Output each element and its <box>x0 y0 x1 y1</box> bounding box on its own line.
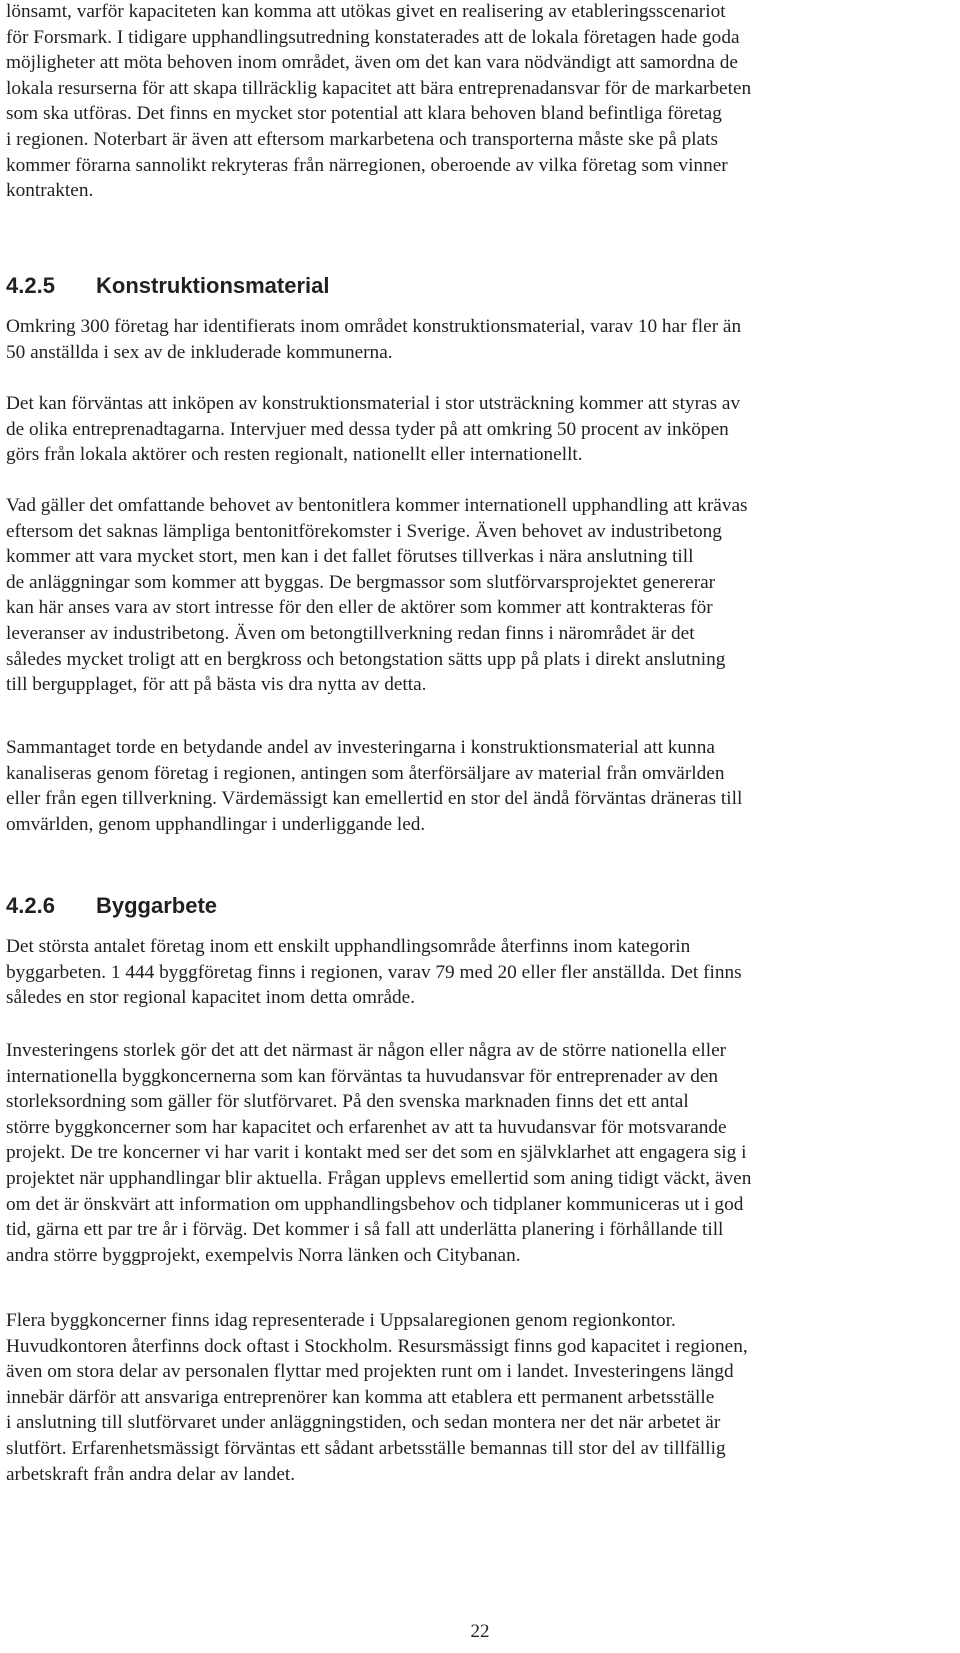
text-line: projektet när upphandlingar blir aktuella. Frågan upplevs emellertid som aning tidigt väckt, även <box>6 1167 752 1189</box>
text-line: projekt. De tre koncerner vi har varit i kontakt med ser det som en självklarhet att engagera sig i <box>6 1142 747 1164</box>
text-line: möjligheter att möta behoven inom området, även om det kan vara nödvändigt att samordna de <box>6 52 738 74</box>
text-line: Omkring 300 företag har identifierats inom området konstruktionsmaterial, varav 10 har fler än <box>6 316 742 337</box>
text-line: Vad gäller det omfattande behovet av bentonitlera kommer internationell upphandling att krävas <box>6 495 748 516</box>
text-line: eftersom det saknas lämpliga bentonitförekomster i Sverige. Även behovet av industribetong <box>6 520 722 542</box>
paragraph <box>6 1038 751 1268</box>
text-line: för Forsmark. I tidigare upphandlingsutredning konstaterades att de lokala företagen hade goda <box>6 26 740 48</box>
text-line: i regionen. Noterbart är även att eftersom markarbetena och transporterna måste ske på plats <box>6 128 719 150</box>
text-line: kontrakten. <box>6 180 94 202</box>
paragraph <box>6 314 741 365</box>
text-line: andra större byggprojekt, exempelvis Norra länken och Citybanan. <box>6 1244 521 1266</box>
text-line: görs från lokala aktörer och resten regionalt, nationellt eller internationellt. <box>6 444 583 466</box>
text-line: Flera byggkoncerner finns idag representerade i Uppsalaregionen genom regionkontor. <box>6 1310 676 1331</box>
intro-paragraph <box>6 0 751 204</box>
text-line: Det kan förväntas att inköpen av konstruktionsmaterial i stor utsträckning kommer att styras av <box>6 393 741 414</box>
page-number: 22 <box>470 1621 490 1642</box>
text-line: även om stora delar av personalen flyttar med projekten runt om i landet. Investeringens längd <box>6 1361 734 1383</box>
text-line: byggarbeten. 1 444 byggföretag finns i regionen, varav 79 med 20 eller fler anställda. Det finns <box>6 961 742 983</box>
section-number: 4.2.6 <box>6 893 55 918</box>
text-line: storleksordning som gäller för slutförvaret. På den svenska marknaden finns det ett antal <box>6 1091 689 1113</box>
text-line: större byggkoncerner som har kapacitet och erfarenhet av att ta huvudansvar för motsvarande <box>6 1116 727 1138</box>
text-line: Det största antalet företag inom ett enskilt upphandlingsområde återfinns inom kategorin <box>6 936 691 957</box>
text-line: eller från egen tillverkning. Värdemässigt kan emellertid en stor del ändå förväntas dräneras till <box>6 788 743 810</box>
paragraph <box>6 735 742 837</box>
section-title: Konstruktionsmaterial <box>96 273 330 298</box>
text-line: leveranser av industribetong. Även om betongtillverkning redan finns i närområdet är det <box>6 622 695 644</box>
text-line: de olika entreprenadtagarna. Intervjuer med dessa tyder på att omkring 50 procent av inköpen <box>6 418 729 440</box>
paragraph <box>6 934 742 1011</box>
text-line: kommer förarna sannolikt rekryteras från närregionen, oberoende av vilka företag som vinner <box>6 154 728 176</box>
section-heading-byggarbete <box>6 893 217 919</box>
text-line: kan här anses vara av stort intresse för den eller de aktörer som kommer att kontrakteras för <box>6 597 713 619</box>
text-line: kommer att vara mycket stort, men kan i det fallet förutses tillverkas i nära anslutning till <box>6 546 694 568</box>
text-line: slutfört. Erfarenhetsmässigt förväntas ett sådant arbetsställe bemannas till stor del av tillfällig <box>6 1437 726 1459</box>
section-number: 4.2.5 <box>6 273 55 298</box>
text-line: om det är önskvärt att information om upphandlingsbehov och tidplaner kommuniceras ut i god <box>6 1193 744 1215</box>
text-line: Sammantaget torde en betydande andel av investeringarna i konstruktionsmaterial att kunna <box>6 737 715 758</box>
text-line: 50 anställda i sex av de inkluderade kommunerna. <box>6 341 393 363</box>
text-line: således mycket troligt att en bergkross och betongstation sätts upp på plats i direkt anslutning <box>6 648 726 670</box>
text-line: till bergupplaget, för att på bästa vis dra nytta av detta. <box>6 674 427 696</box>
section-title: Byggarbete <box>96 893 218 918</box>
text-line: kanaliseras genom företag i regionen, antingen som återförsäljare av material från omvärlden <box>6 762 725 784</box>
paragraph <box>6 1308 748 1487</box>
text-line: lokala resurserna för att skapa tillräcklig kapacitet att bära entreprenadansvar för de markarbeten <box>6 77 752 99</box>
text-line: lönsamt, varför kapaciteten kan komma att utökas givet en realisering av etableringsscenariot <box>6 1 726 22</box>
text-line: i anslutning till slutförvaret under anläggningstiden, och sedan montera ner det när arbetet är <box>6 1412 721 1434</box>
text-line: internationella byggkoncernerna som kan förväntas ta huvudansvar för entreprenader av den <box>6 1065 719 1087</box>
text-line: som ska utföras. Det finns en mycket stor potential att klara behoven bland befintliga företag <box>6 103 722 125</box>
text-line: således en stor regional kapacitet inom detta område. <box>6 987 416 1009</box>
text-line: Investeringens storlek gör det att det närmast är någon eller några av de större nationella eller <box>6 1040 727 1061</box>
text-line: Huvudkontoren återfinns dock oftast i Stockholm. Resursmässigt finns god kapacitet i regionen, <box>6 1335 748 1357</box>
text-line: innebär därför att ansvariga entreprenörer kan komma att etablera ett permanent arbetsställe <box>6 1386 715 1408</box>
section-heading-konstruktionsmaterial <box>6 273 330 299</box>
paragraph <box>6 493 748 698</box>
text-line: arbetskraft från andra delar av landet. <box>6 1463 296 1485</box>
text-line: de anläggningar som kommer att byggas. De bergmassor som slutförvarsprojektet genererar <box>6 571 716 593</box>
text-line: omvärlden, genom upphandlingar i underliggande led. <box>6 813 426 835</box>
text-line: tid, gärna ett par tre år i förväg. Det kommer i så fall att underlätta planering i förhållande till <box>6 1219 724 1241</box>
paragraph <box>6 391 740 468</box>
